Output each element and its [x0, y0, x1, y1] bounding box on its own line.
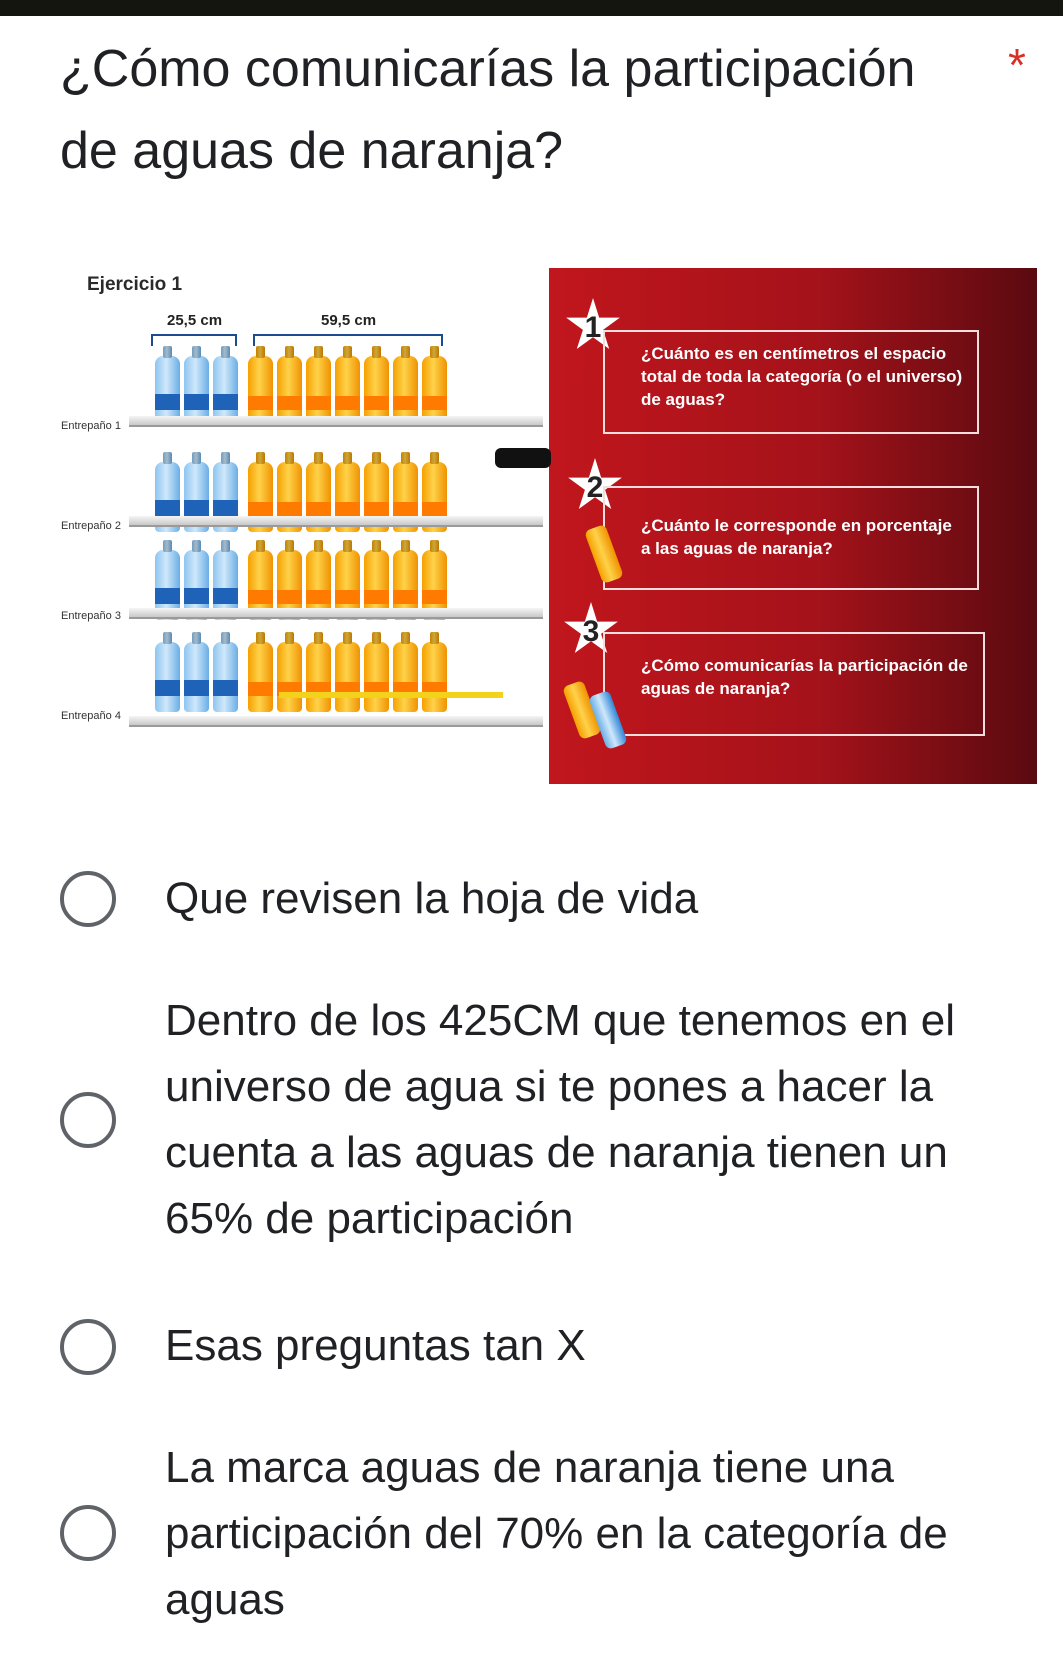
option-3-radio[interactable] — [60, 1319, 116, 1375]
option-4-label: La marca aguas de naranja tiene una participación del 70% en la categoría de aguas — [165, 1443, 948, 1624]
option-1-label: Que revisen la hoja de vida — [165, 874, 699, 923]
measure-orange-label: 59,5 cm — [321, 312, 377, 329]
shelf-label-3: Entrepaño 3 — [61, 610, 121, 622]
shelf-board-3 — [129, 608, 543, 619]
required-asterisk: * — [1008, 39, 1026, 91]
measure-water-label: 25,5 cm — [167, 312, 223, 329]
orange-bottle — [335, 642, 360, 712]
step-1-number: 1 — [584, 311, 602, 344]
orange-bottle — [422, 642, 447, 712]
orange-bottle — [393, 642, 418, 712]
shelf-label-2: Entrepaño 2 — [61, 520, 121, 532]
orange-bottle — [364, 642, 389, 712]
water-bottle — [213, 642, 238, 712]
top-bar — [0, 0, 1063, 16]
water-bottle — [155, 642, 180, 712]
question-title: ¿Cómo comunicarías la participación de aguas de naranja? — [60, 40, 916, 180]
questions-panel — [549, 268, 1037, 784]
option-4-radio[interactable] — [60, 1505, 116, 1561]
orange-bottle — [248, 642, 273, 712]
option-2-radio[interactable] — [60, 1092, 116, 1148]
shelf-illustration — [59, 268, 549, 784]
option-3[interactable] — [0, 1313, 1063, 1379]
option-1[interactable] — [0, 866, 1063, 932]
exercise-label: Ejercicio 1 — [87, 274, 183, 295]
shelf-label-1: Entrepaño 1 — [61, 420, 121, 432]
shelf-board-4 — [129, 716, 543, 727]
option-4[interactable] — [0, 1435, 1063, 1633]
step-2-number: 2 — [586, 471, 604, 504]
shelf-label-4: Entrepaño 4 — [61, 710, 121, 722]
option-3-label: Esas preguntas tan X — [165, 1321, 586, 1370]
shelf-board-2 — [129, 516, 543, 527]
shelf-row-4 — [155, 630, 525, 714]
orange-bottle — [306, 642, 331, 712]
shelf-board-1 — [129, 416, 543, 427]
exercise-image — [59, 268, 1037, 784]
option-2-label: Dentro de los 425CM que tenemos en el universo de agua si te pones a hacer la cuenta a las aguas de naranja tienen un 65% de participación — [165, 996, 956, 1243]
option-2[interactable] — [0, 988, 1063, 1252]
option-1-radio[interactable] — [60, 871, 116, 927]
step-3-text: ¿Cómo comunicarías la participación de aguas de naranja? — [603, 632, 985, 736]
step-3-number: 3 — [582, 615, 600, 648]
tape-measure-case — [495, 448, 551, 468]
water-bottle — [184, 642, 209, 712]
measuring-tape — [279, 692, 503, 698]
step-1-text: ¿Cuánto es en centímetros el espacio total de toda la categoría (o el universo) de aguas? — [603, 330, 979, 434]
step-2-text: ¿Cuánto le corresponde en porcentaje a las aguas de naranja? — [603, 486, 979, 590]
orange-bottle — [277, 642, 302, 712]
